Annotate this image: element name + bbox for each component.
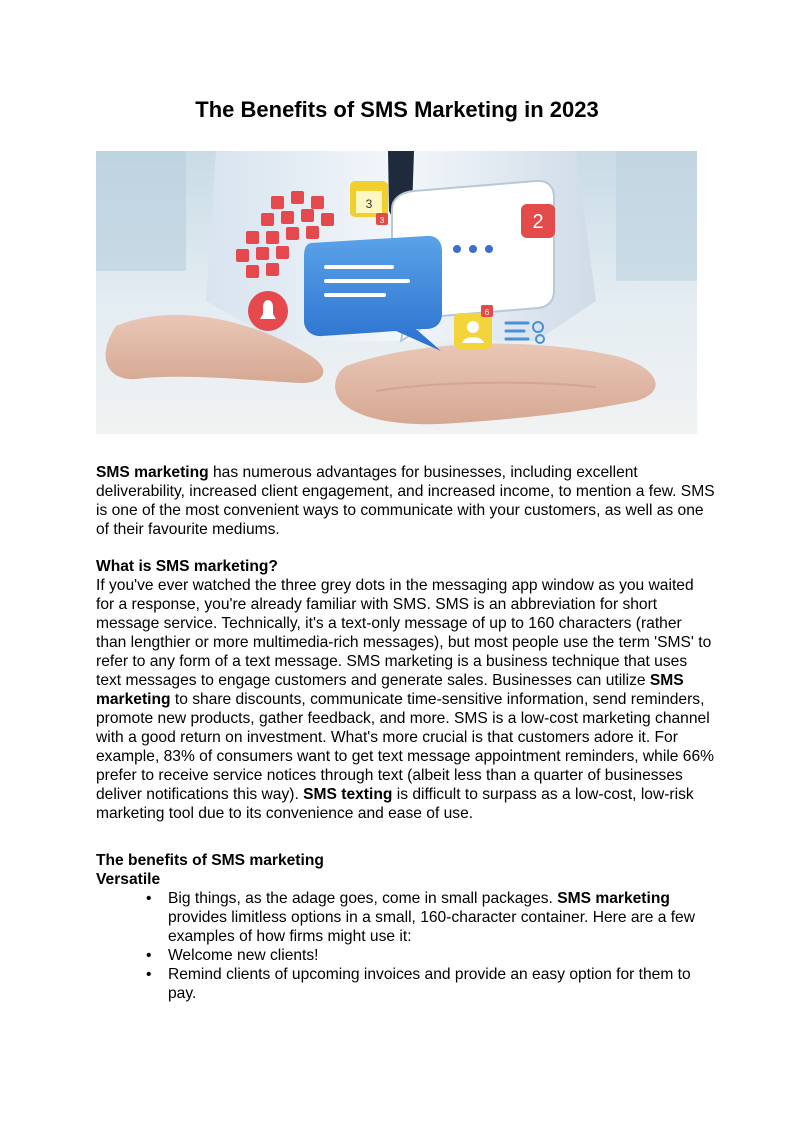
list-item-text: Welcome new clients!	[168, 947, 319, 964]
what-is-text-2: to share discounts, communicate time-sensitive information, send reminders, promote new products, gather feedback, and more. SMS is a low-cost marketing channel with a good return on investment. What's more crucial is that customers adore it. For example, 83% of consumers want to get text message appointment reminders, while 66% prefer to receive service notices through text (albeit less than a quarter of businesses deliver notifications this way).	[96, 691, 715, 803]
what-is-heading: What is SMS marketing?	[96, 558, 278, 575]
what-is-paragraph	[96, 576, 716, 823]
page-title: The Benefits of SMS Marketing in 2023	[195, 97, 599, 122]
what-is-text-3: is difficult to surpass as a low-cost, low-risk marketing tool due to its convenience and ease of use.	[96, 786, 694, 822]
list-item-text: Big things, as the adage goes, come in small packages.	[168, 890, 558, 907]
list-item	[96, 946, 698, 965]
badge-count-profile: 6	[484, 308, 490, 317]
badge-count-large: 2	[532, 211, 544, 233]
list-item	[96, 889, 698, 946]
what-is-bold-2: SMS texting	[303, 786, 393, 803]
intro-text: has numerous advantages for businesses, including excellent deliverability, increased client engagement, and increased income, to mention a few. SMS is one of the most convenient ways to communicate with your customers, as well as one of their favourite mediums.	[96, 464, 715, 538]
list-item	[96, 965, 698, 1003]
hero-image	[96, 151, 697, 434]
what-is-text-1: If you've ever watched the three grey dots in the messaging app window as you waited for a response, you're already familiar with SMS. SMS is an abbreviation for short message service. Technically, it's a text-only message of up to 160 characters (rather than lengthier or more multimedia-rich messages), but most people use the term 'SMS' to refer to any form of a text message. SMS marketing is a business technique that uses text messages to engage customers and generate sales. Businesses can utilize	[96, 577, 712, 689]
bullet-icon: •	[146, 947, 152, 964]
bullet-icon: •	[146, 890, 152, 907]
versatile-subheading: Versatile	[96, 871, 161, 888]
badge-count-calendar: 3	[365, 197, 373, 211]
intro-lead-bold: SMS marketing	[96, 464, 209, 481]
benefits-heading: The benefits of SMS marketing	[96, 852, 324, 869]
benefits-list	[96, 889, 716, 1003]
what-is-bold-1: SMS marketing	[96, 672, 684, 708]
list-item-text: Remind clients of upcoming invoices and provide an easy option for them to pay.	[168, 966, 691, 1002]
bullet-icon: •	[146, 966, 152, 983]
badge-count-calendar-small: 3	[379, 216, 385, 225]
list-item-text: provides limitless options in a small, 160-character container. Here are a few examples of how firms might use it:	[168, 909, 695, 945]
list-item-bold: SMS marketing	[557, 890, 670, 907]
intro-paragraph	[96, 463, 716, 539]
